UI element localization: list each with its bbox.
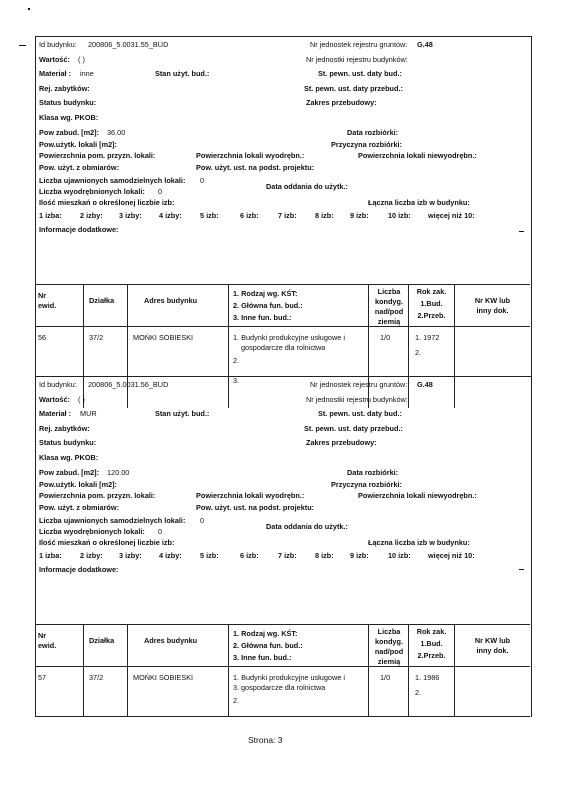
wartosc-value: ( ) <box>78 395 85 404</box>
col-rodzaj-header: 1. Rodzaj wg. KŚT: <box>233 629 298 638</box>
col-liczba-header: nad/pod <box>374 307 404 316</box>
col-nr-kw-header: inny dok. <box>476 646 509 655</box>
col-liczba-header: ziemią <box>377 317 401 326</box>
data-rozbiorki-label: Data rozbiórki: <box>347 128 399 137</box>
liczba-wyodrebnionych-label: Liczba wyodrębnionych lokali: <box>39 527 145 536</box>
izby-label: 1 izba: <box>39 551 62 560</box>
izby-label: więcej niż 10: <box>428 211 475 220</box>
liczba-wyodrebnionych-value: 0 <box>158 187 163 196</box>
izby-label: 9 izb: <box>350 551 369 560</box>
pow-uzytk-label: Pow.użytk. lokali [m2]: <box>39 140 117 149</box>
izby-label: 4 izby: <box>159 211 182 220</box>
col-rok-header: 2.Przeb. <box>417 651 446 660</box>
col-nr-ewid-header: Nr <box>38 291 47 300</box>
id-value: 200806_5.0031.55_BUD <box>88 40 169 49</box>
stan-uzyt-label: Stan użyt. bud.: <box>155 409 210 418</box>
nr-jednostek-value: G.48 <box>417 380 433 389</box>
zakres-label: Zakres przebudowy: <box>306 438 377 447</box>
cell-liczba: 1/0 <box>380 673 391 682</box>
scan-dot <box>28 8 30 10</box>
izby-label: 8 izb: <box>315 551 334 560</box>
izby-label: 6 izb: <box>240 211 259 220</box>
ilosc-mieszkan-label: Ilość mieszkań o określonej liczbie izb: <box>39 198 175 207</box>
cell-rodzaj-1: 1. Budynki produkcyjne usługowe i <box>233 333 345 342</box>
pow-lok-wyodr-label: Powierzchnia lokali wyodrębn.: <box>196 151 305 160</box>
col-dzialka-header: Działka <box>89 636 115 645</box>
pow-lok-niewyodr-label: Powierzchnia lokali niewyodrębn.: <box>358 151 477 160</box>
col-nr-ewid-header: Nr <box>38 631 47 640</box>
col-liczba-header: Liczba <box>377 287 401 296</box>
laczna-liczba-label: Łączna liczba izb w budynku: <box>368 198 470 207</box>
pow-zabud-label: Pow zabud. [m2]: <box>39 128 99 137</box>
cell-rodzaj-1b: gospodarcze dla rolnictwa <box>241 683 326 692</box>
izby-label: 10 izb: <box>388 551 411 560</box>
col-rodzaj-header: 3. Inne fun. bud.: <box>233 653 292 662</box>
cell-adres: MOŃKI SOBIESKI <box>133 673 194 682</box>
izby-label: 4 izby: <box>159 551 182 560</box>
cell-rok-1: 1. 1986 <box>415 673 440 682</box>
col-rodzaj-header: 2. Główna fun. bud.: <box>233 301 303 310</box>
cell-liczba: 1/0 <box>380 333 391 342</box>
col-rodzaj-header: 1. Rodzaj wg. KŚT: <box>233 289 298 298</box>
cell-rodzaj-3: 3. <box>233 376 240 385</box>
cell-dzialka: 37/2 <box>89 673 104 682</box>
col-liczba-header: Liczba <box>377 627 401 636</box>
col-dzialka-header: Działka <box>89 296 115 305</box>
wartosc-value: ( ) <box>78 55 85 64</box>
nr-jednostki-bud-label: Nr jednostki rejestru budynków: <box>306 55 408 64</box>
col-nr-kw-header: Nr KW lub <box>474 636 511 645</box>
data-rozbiorki-label: Data rozbiórki: <box>347 468 399 477</box>
pow-pom-przyzn-label: Powierzchnia pom. przyzn. lokali: <box>39 151 156 160</box>
pow-zabud-value: 120.00 <box>107 468 130 477</box>
izby-label: więcej niż 10: <box>428 551 475 560</box>
cell-adres: MOŃKI SOBIESKI <box>133 333 194 342</box>
id-value: 200806_5.0031.56_BUD <box>88 380 169 389</box>
col-rok-header: 1.Bud. <box>420 299 443 308</box>
col-nr-kw-header: inny dok. <box>476 306 509 315</box>
material-label: Materiał : <box>39 69 72 78</box>
pow-zabud-value: 36.00 <box>107 128 126 137</box>
informacje-label: Informacje dodatkowe: <box>39 565 119 574</box>
col-adres-header: Adres budynku <box>144 296 198 305</box>
izby-label: 7 izb: <box>278 551 297 560</box>
st-pewn-daty-label: St. pewn. ust. daty bud.: <box>318 69 402 78</box>
informacje-label: Informacje dodatkowe: <box>39 225 119 234</box>
material-label: Materiał : <box>39 409 72 418</box>
st-pewn-przebud-label: St. pewn. ust. daty przebud.: <box>304 424 403 433</box>
izby-label: 5 izb: <box>200 211 219 220</box>
izby-label: 2 izby: <box>80 211 103 220</box>
pow-pom-przyzn-label: Powierzchnia pom. przyzn. lokali: <box>39 491 156 500</box>
col-rodzaj-header: 2. Główna fun. bud.: <box>233 641 303 650</box>
wartosc-label: Wartość: <box>39 395 70 404</box>
cell-rok-2: 2. <box>415 348 422 357</box>
liczba-wyodrebnionych-label: Liczba wyodrębnionych lokali: <box>39 187 145 196</box>
cell-nr-ewid: 56 <box>38 333 47 342</box>
izby-label: 7 izb: <box>278 211 297 220</box>
col-liczba-header: ziemią <box>377 657 401 666</box>
cell-rodzaj-2: 2. <box>233 696 240 705</box>
cell-rok-2: 2. <box>415 688 422 697</box>
building-record <box>0 36 565 408</box>
pow-uzytk-label: Pow.użytk. lokali [m2]: <box>39 480 117 489</box>
liczba-ujawnionych-value: 0 <box>200 516 205 525</box>
pow-z-obmiarow-label: Pow. użyt. z obmiarów: <box>39 503 119 512</box>
page-number: Strona: 3 <box>248 735 283 745</box>
zakres-label: Zakres przebudowy: <box>306 98 377 107</box>
pow-zabud-label: Pow zabud. [m2]: <box>39 468 99 477</box>
izby-label: 3 izby: <box>119 211 142 220</box>
liczba-ujawnionych-label: Liczba ujawnionych samodzielnych lokali: <box>39 516 186 525</box>
izby-label: 9 izb: <box>350 211 369 220</box>
col-nr-ewid-header: ewid. <box>38 301 57 310</box>
przyczyna-label: Przyczyna rozbiórki: <box>331 140 402 149</box>
cell-nr-ewid: 57 <box>38 673 47 682</box>
nr-jednostek-value: G.48 <box>417 40 433 49</box>
klasa-label: Klasa wg. PKOB: <box>39 113 99 122</box>
nr-jednostek-label: Nr jednostek rejestru gruntów: <box>310 40 408 49</box>
liczba-wyodrebnionych-value: 0 <box>158 527 163 536</box>
col-rok-header: 2.Przeb. <box>417 311 446 320</box>
izby-label: 6 izb: <box>240 551 259 560</box>
izby-label: 1 izba: <box>39 211 62 220</box>
col-rok-header: Rok zak. <box>416 287 447 296</box>
izby-label: 2 izby: <box>80 551 103 560</box>
klasa-label: Klasa wg. PKOB: <box>39 453 99 462</box>
pow-lok-wyodr-label: Powierzchnia lokali wyodrębn.: <box>196 491 305 500</box>
st-pewn-daty-label: St. pewn. ust. daty bud.: <box>318 409 402 418</box>
rej-zabytkow-label: Rej. zabytków: <box>39 424 90 433</box>
izby-label: 3 izby: <box>119 551 142 560</box>
liczba-ujawnionych-value: 0 <box>200 176 205 185</box>
izby-label: 8 izb: <box>315 211 334 220</box>
cell-rodzaj-3: 3. <box>233 683 240 692</box>
col-liczba-header: kondyg. <box>375 637 403 646</box>
pow-z-obmiarow-label: Pow. użyt. z obmiarów: <box>39 163 119 172</box>
material-value: inne <box>80 69 94 78</box>
building-record <box>0 376 565 718</box>
cell-rodzaj-1b: gospodarcze dla rolnictwa <box>241 343 326 352</box>
liczba-ujawnionych-label: Liczba ujawnionych samodzielnych lokali: <box>39 176 186 185</box>
col-liczba-header: nad/pod <box>374 647 404 656</box>
col-nr-kw-header: Nr KW lub <box>474 296 511 305</box>
ilosc-mieszkan-label: Ilość mieszkań o określonej liczbie izb: <box>39 538 175 547</box>
wartosc-label: Wartość: <box>39 55 70 64</box>
st-pewn-przebud-label: St. pewn. ust. daty przebud.: <box>304 84 403 93</box>
pow-lok-niewyodr-label: Powierzchnia lokali niewyodrębn.: <box>358 491 477 500</box>
cell-rodzaj-1: 1. Budynki produkcyjne usługowe i <box>233 673 345 682</box>
nr-jednostki-bud-label: Nr jednostki rejestru budynków: <box>306 395 408 404</box>
stan-uzyt-label: Stan użyt. bud.: <box>155 69 210 78</box>
data-oddania-label: Data oddania do użytk.: <box>266 182 348 191</box>
status-label: Status budynku: <box>39 438 97 447</box>
col-liczba-header: kondyg. <box>375 297 403 306</box>
col-nr-ewid-header: ewid. <box>38 641 57 650</box>
data-oddania-label: Data oddania do użytk.: <box>266 522 348 531</box>
status-label: Status budynku: <box>39 98 97 107</box>
pow-na-podst-label: Pow. użyt. ust. na podst. projektu: <box>196 503 315 512</box>
cell-dzialka: 37/2 <box>89 333 104 342</box>
przyczyna-label: Przyczyna rozbiórki: <box>331 480 402 489</box>
col-rok-header: Rok zak. <box>416 627 447 636</box>
col-adres-header: Adres budynku <box>144 636 198 645</box>
cell-rodzaj-2: 2. <box>233 356 240 365</box>
laczna-liczba-label: Łączna liczba izb w budynku: <box>368 538 470 547</box>
col-rok-header: 1.Bud. <box>420 639 443 648</box>
id-label: Id budynku: <box>39 380 77 389</box>
id-label: Id budynku: <box>39 40 77 49</box>
pow-na-podst-label: Pow. użyt. ust. na podst. projektu: <box>196 163 315 172</box>
izby-label: 5 izb: <box>200 551 219 560</box>
rej-zabytkow-label: Rej. zabytków: <box>39 84 90 93</box>
cell-rok-1: 1. 1972 <box>415 333 440 342</box>
material-value: MUR <box>80 409 97 418</box>
nr-jednostek-label: Nr jednostek rejestru gruntów: <box>310 380 408 389</box>
col-rodzaj-header: 3. Inne fun. bud.: <box>233 313 292 322</box>
izby-label: 10 izb: <box>388 211 411 220</box>
